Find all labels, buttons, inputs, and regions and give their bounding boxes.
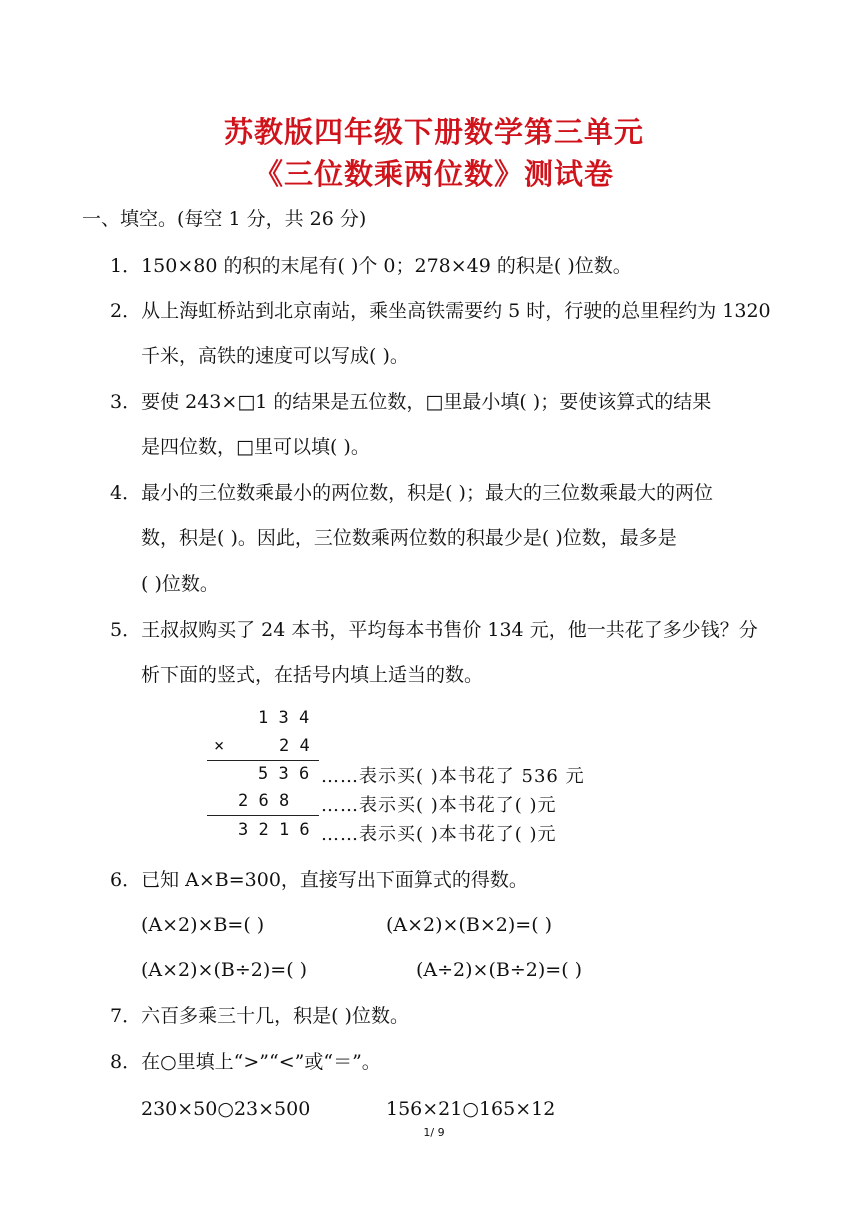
question-8-expr2: 156×21○165×12 <box>386 1098 556 1120</box>
vertical-rule-1 <box>207 760 319 761</box>
question-5-line1: 5．王叔叔购买了 24 本书，平均每本书售价 134 元，他一共花了多少钱？分 <box>110 619 758 641</box>
document-title-line2: 《三位数乘两位数》测试卷 <box>253 157 614 191</box>
question-5-line2: 析下面的竖式，在括号内填上适当的数。 <box>141 664 484 686</box>
question-6-expr2: (A×2)×(B×2)=( ) <box>386 914 553 936</box>
explanation-1: ……表示买( )本书花了 536 元 <box>321 766 585 787</box>
question-8: 8．在○里填上“>”“<”或“＝”。 <box>110 1051 381 1073</box>
question-6-expr4: (A÷2)×(B÷2)=( ) <box>416 959 583 981</box>
question-1: 1．150×80 的积的末尾有( )个 0；278×49 的积是( )位数。 <box>110 255 632 277</box>
vertical-row-multiplicand: 1 3 4 <box>258 708 310 728</box>
vertical-row-product: 3 2 1 6 <box>238 820 310 840</box>
question-4-line2: 数，积是( )。因此，三位数乘两位数的积最少是( )位数，最多是 <box>141 527 677 549</box>
question-6-expr1: (A×2)×B=( ) <box>141 914 265 936</box>
question-2-line1: 2．从上海虹桥站到北京南站，乘坐高铁需要约 5 时，行驶的总里程约为 1320 <box>110 300 771 322</box>
question-7: 7．六百多乘三十几，积是( )位数。 <box>110 1005 409 1027</box>
question-8-expr1: 230×50○23×500 <box>141 1098 311 1120</box>
vertical-row-partial1: 5 3 6 <box>258 764 310 784</box>
question-6: 6．已知 A×B=300，直接写出下面算式的得数。 <box>110 869 528 891</box>
vertical-row-partial2: 2 6 8 <box>238 791 290 811</box>
document-title-line1: 苏教版四年级下册数学第三单元 <box>223 115 644 149</box>
question-3-line2: 是四位数，□里可以填( )。 <box>141 436 370 458</box>
vertical-times-sign: × <box>214 736 225 756</box>
page-number: 1/ 9 <box>423 1126 445 1139</box>
vertical-rule-2 <box>207 815 319 816</box>
question-4-line1: 4．最小的三位数乘最小的两位数，积是( )；最大的三位数乘最大的两位 <box>110 482 713 504</box>
explanation-3: ……表示买( )本书花了( )元 <box>321 824 557 845</box>
question-4-line3: ( )位数。 <box>141 573 219 595</box>
vertical-row-multiplier: 2 4 <box>279 736 310 756</box>
question-2-line2: 千米，高铁的速度可以写成( )。 <box>141 345 409 367</box>
section-heading: 一、填空。(每空 1 分，共 26 分) <box>82 208 367 230</box>
question-6-expr3: (A×2)×(B÷2)=( ) <box>141 959 308 981</box>
question-3-line1: 3．要使 243×□1 的结果是五位数，□里最小填( )；要使该算式的结果 <box>110 391 712 413</box>
explanation-2: ……表示买( )本书花了( )元 <box>321 795 557 816</box>
